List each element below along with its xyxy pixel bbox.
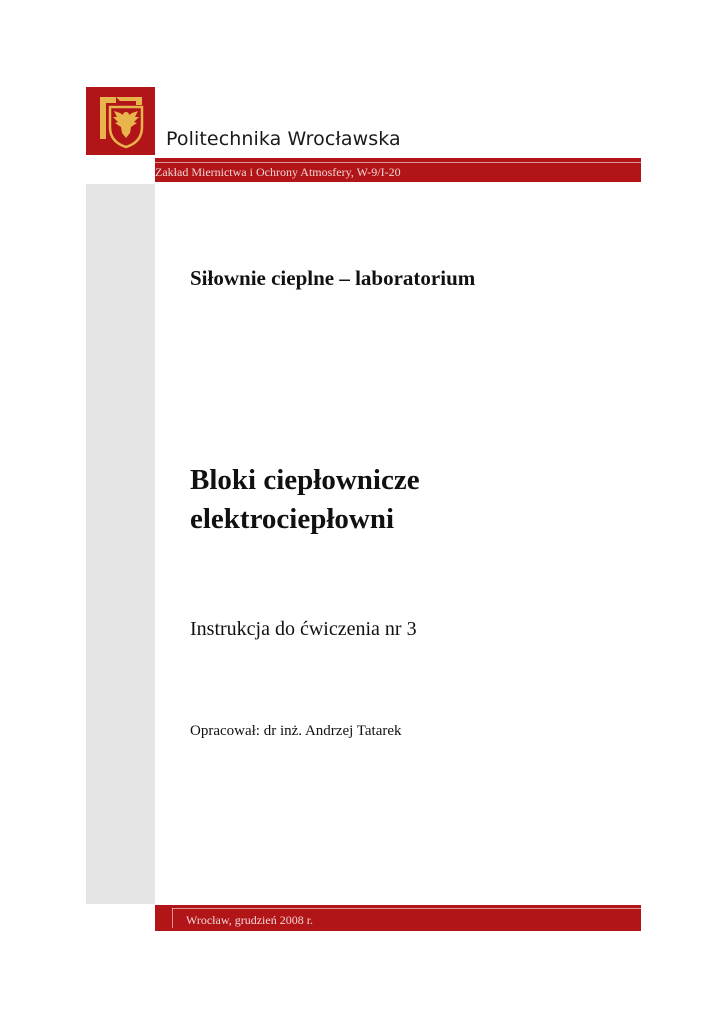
author-line: Opracował: dr inż. Andrzej Tatarek (190, 723, 402, 739)
sidebar-column (86, 184, 155, 904)
title-line-2: elektrociepłowni (190, 503, 395, 535)
place-date: Wrocław, grudzień 2008 r. (186, 913, 314, 927)
department-bar (155, 158, 641, 182)
department-name: Zakład Miernictwa i Ochrony Atmosfery, W-9/I-20 (155, 165, 401, 179)
document-title (190, 461, 420, 539)
footer-side-line (172, 908, 173, 928)
eagle-shield-emblem-icon (86, 87, 155, 155)
title-line-1: Bloki ciepłownicze (190, 464, 420, 496)
exercise-instruction: Instrukcja do ćwiczenia nr 3 (190, 618, 417, 640)
footer-bar (155, 905, 641, 931)
university-emblem (86, 87, 155, 155)
university-name: Politechnika Wrocławska (166, 128, 401, 150)
footer-top-line (172, 908, 641, 909)
course-title: Siłownie cieplne – laboratorium (190, 266, 476, 290)
bar-divider-line (155, 162, 641, 163)
